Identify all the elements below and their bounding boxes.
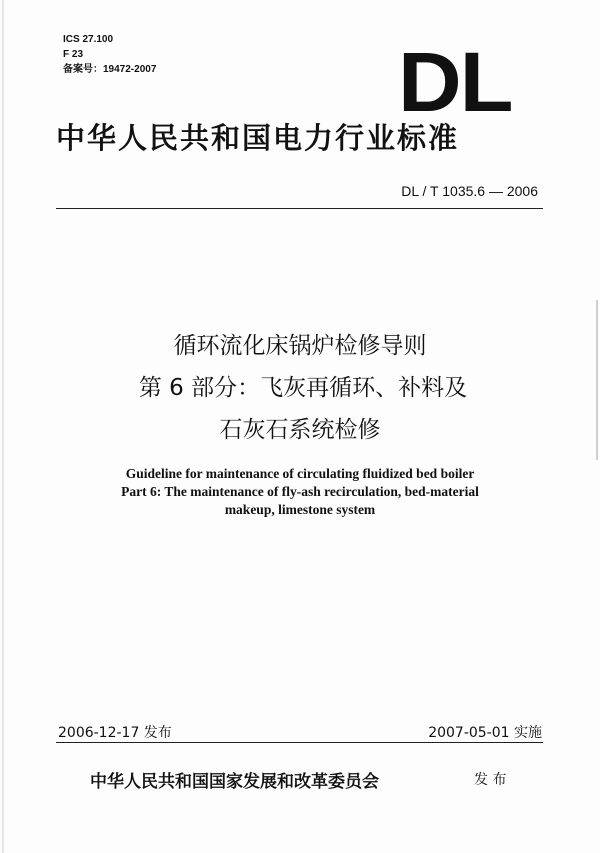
scan-edge-right [596,300,598,460]
classification-block [63,32,156,77]
effective-date: 2007-05-01 实施 [428,725,542,741]
english-title-line-2: Part 6: The maintenance of fly-ash recirculation, bed-material [121,484,479,499]
english-title-line-1: Guideline for maintenance of circulating fluidized bed boiler [125,466,475,481]
class-code: F 23 [63,49,84,60]
chinese-title-line-1: 循环流化床锅炉检修导则 [173,333,427,359]
issuing-authority: 中华人民共和国国家发展和改革委员会 [90,772,379,792]
english-title-line-3: makeup, limestone system [224,502,376,517]
publish-date: 2006-12-17 发布 [58,725,172,741]
standard-title: 中华人民共和国电力行业标准 [56,121,460,155]
top-divider [56,208,543,209]
ics-code: ICS 27.100 [63,34,114,45]
chinese-title [0,325,600,451]
dl-logo: DL [398,35,512,129]
bottom-divider [56,742,543,743]
chinese-title-line-2: 第 6 部分：飞灰再循环、补料及 [138,375,468,401]
standard-number: DL / T 1035.6 — 2006 [401,183,538,199]
chinese-title-line-3: 石灰石系统检修 [219,417,381,443]
english-title [0,465,600,519]
issue-label: 发 布 [474,772,507,788]
scan-edge-left [2,0,4,853]
filing-number: 备案号：19472-2007 [63,64,157,75]
